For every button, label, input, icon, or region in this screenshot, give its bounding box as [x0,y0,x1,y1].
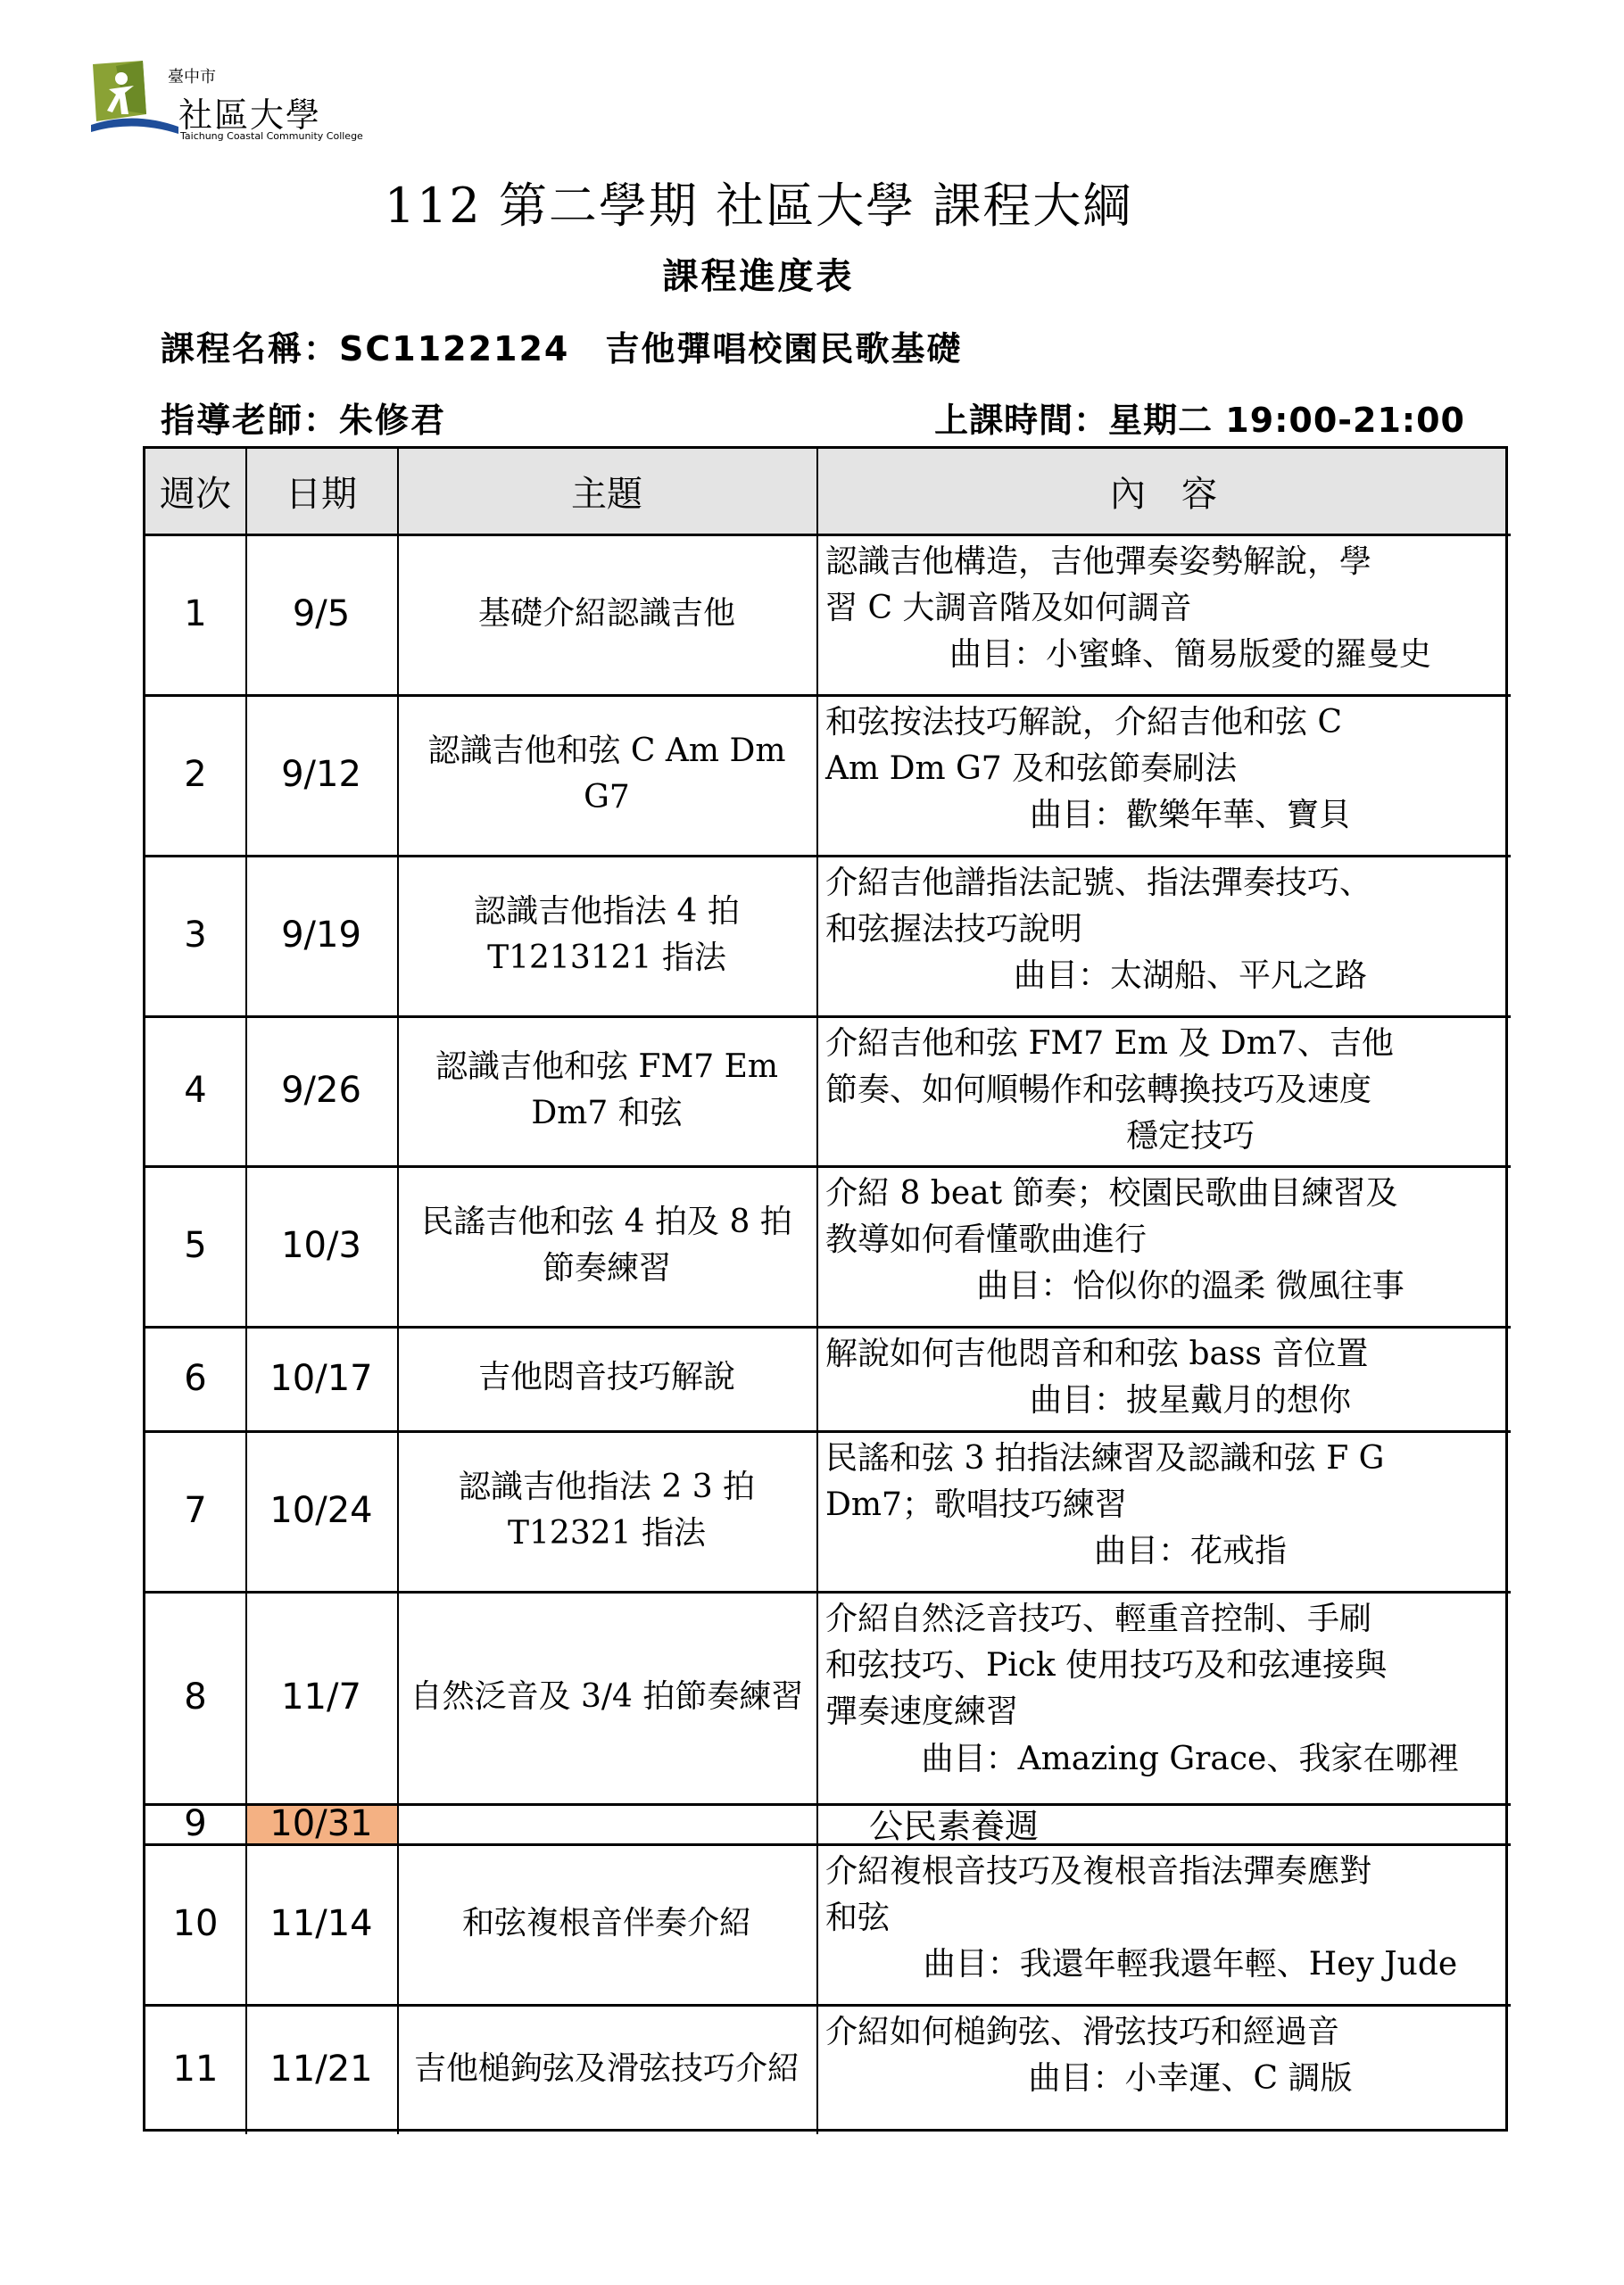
content-line: 和弦握法技巧說明 [825,911,1083,948]
column-divider [245,449,247,2134]
song-list: 曲目：恰似你的溫柔 微風往事 [976,1268,1404,1305]
week-number: 8 [184,1676,207,1718]
row-divider [145,855,1511,857]
date-cell: 10/24 [269,1490,373,1531]
song-list: 曲目：歡樂年華、寶貝 [1029,797,1351,834]
content-line: 認識吉他構造，吉他彈奏姿勢解說，學 [825,543,1372,580]
date-cell: 10/17 [269,1357,373,1399]
class-time: 上課時間：星期二 19:00-21:00 [934,401,1465,440]
row-divider [145,2004,1511,2007]
logo-emblem-icon [89,59,178,141]
song-list: 曲目：Amazing Grace、我家在哪裡 [921,1740,1460,1777]
date-cell: 9/19 [281,915,361,956]
date-cell: 11/14 [269,1903,373,1944]
document-title: 112 第二學期 社區大學 課程大綱 [384,178,1133,234]
content-cell [816,1843,1511,2004]
topic-cell: 和弦複根音伴奏介紹 [461,1904,751,1941]
date-cell: 9/12 [281,754,361,795]
row-divider [145,1015,1511,1018]
content-line: 民謠和弦 3 拍指法練習及認識和弦 F G [825,1440,1385,1477]
content-line: 習 C 大調音階及如何調音 [825,590,1192,627]
week-number: 3 [184,915,207,956]
content-line: 和弦 [825,1900,891,1937]
week-number: 1 [184,593,207,634]
content-line: 介紹複根音技巧及複根音指法彈奏應對 [825,1853,1372,1890]
column-header: 主題 [571,474,642,515]
content-line: 彈奏速度練習 [825,1693,1019,1731]
content-line: 介紹自然泛音技巧、輕重音控制、手刷 [825,1601,1372,1637]
civic-week-cell: 公民素養週 [868,1807,1039,1843]
week-number: 10 [172,1903,219,1944]
row-divider [145,1803,1511,1806]
column-header: 週次 [160,474,231,515]
song-list: 曲目：小蜜蜂、簡易版愛的羅曼史 [949,636,1431,674]
song-list: 曲目：太湖船、平凡之路 [1013,957,1367,995]
song-list: 曲目：小幸運、C 調版 [1028,2060,1353,2098]
content-line: Dm7；歌唱技巧練習 [825,1486,1127,1524]
row-divider [145,1591,1511,1594]
content-line: 介紹如何槌鉤弦、滑弦技巧和經過音 [825,2014,1340,2050]
teacher-name: 指導老師：朱修君 [161,401,447,440]
content-cell [816,1591,1511,1803]
week-number: 11 [172,2049,219,2090]
content-line: Am Dm G7 及和弦節奏刷法 [825,750,1238,788]
course-name: 課程名稱：SC1122124 吉他彈唱校園民歌基礎 [161,329,963,368]
date-cell: 9/5 [292,593,351,634]
logo-name-text: 社區大學 [178,95,322,135]
song-list: 曲目：我還年輕我還年輕、Hey Jude [923,1946,1458,1983]
content-cell [816,855,1511,1015]
content-cell [816,534,1511,694]
content-line: 介紹 8 beat 節奏；校園民歌曲目練習及 [825,1175,1398,1212]
logo-english-text: Taichung Coastal Community College [180,130,363,142]
content-cell [816,1326,1511,1430]
college-logo [89,59,363,148]
document-subtitle: 課程進度表 [662,256,855,297]
week-number: 5 [184,1225,207,1266]
date-cell: 10/31 [245,1803,397,1843]
row-divider [145,534,1511,536]
topic-cell: 認識吉他和弦 C Am Dm G7 [427,732,786,815]
topic-cell: 吉他槌鉤弦及滑弦技巧介紹 [413,2049,800,2087]
content-cell [816,2004,1511,2134]
topic-cell: 自然泛音及 3/4 拍節奏練習 [410,1677,804,1715]
week-number: 4 [184,1070,207,1111]
row-divider [145,1165,1511,1168]
row-divider [145,1843,1511,1846]
row-divider [145,1326,1511,1329]
week-number: 7 [184,1490,207,1531]
topic-cell: 認識吉他指法 2 3 拍 T12321 指法 [458,1468,756,1552]
content-line: 節奏、如何順暢作和弦轉換技巧及速度 [825,1072,1372,1109]
song-list: 曲目：花戒指 [1093,1533,1287,1570]
content-cell [816,694,1511,855]
topic-cell: 吉他悶音技巧解說 [477,1359,735,1396]
content-cell [816,1015,1511,1165]
content-cell [816,1165,1511,1326]
week-number: 2 [184,754,207,795]
column-divider [816,449,818,2134]
topic-cell: 民謠吉他和弦 4 拍及 8 拍節奏練習 [421,1203,792,1287]
content-line: 教導如何看懂歌曲進行 [825,1221,1148,1259]
date-cell: 11/21 [269,2049,373,2090]
column-header: 日期 [286,474,357,515]
song-list: 曲目：披星戴月的想你 [1029,1382,1351,1420]
content-line: 介紹吉他和弦 FM7 Em 及 Dm7、吉他 [825,1025,1394,1062]
content-line: 解說如何吉他悶音和和弦 bass 音位置 [825,1336,1369,1372]
content-line: 和弦按法技巧解說，介紹吉他和弦 C [825,704,1342,741]
date-cell: 11/7 [281,1676,361,1718]
topic-cell: 基礎介紹認識吉他 [477,594,735,632]
content-cell [816,1430,1511,1591]
topic-cell: 認識吉他指法 4 拍 T1213121 指法 [474,892,740,976]
week-number: 9 [184,1803,207,1843]
column-header: 內 容 [1110,474,1217,515]
logo-city-text: 臺中市 [168,68,216,87]
schedule-table [143,446,1508,2132]
content-line: 介紹吉他譜指法記號、指法彈奏技巧、 [825,865,1372,901]
date-cell: 9/26 [281,1070,361,1111]
week-number: 6 [184,1357,207,1399]
content-line: 和弦技巧、Pick 使用技巧及和弦連接與 [825,1647,1388,1685]
row-divider [145,694,1511,697]
date-cell: 10/3 [281,1225,361,1266]
topic-cell: 認識吉他和弦 FM7 Em Dm7 和弦 [435,1047,779,1131]
song-list: 穩定技巧 [1125,1118,1255,1155]
column-divider [397,449,399,2134]
row-divider [145,1430,1511,1433]
